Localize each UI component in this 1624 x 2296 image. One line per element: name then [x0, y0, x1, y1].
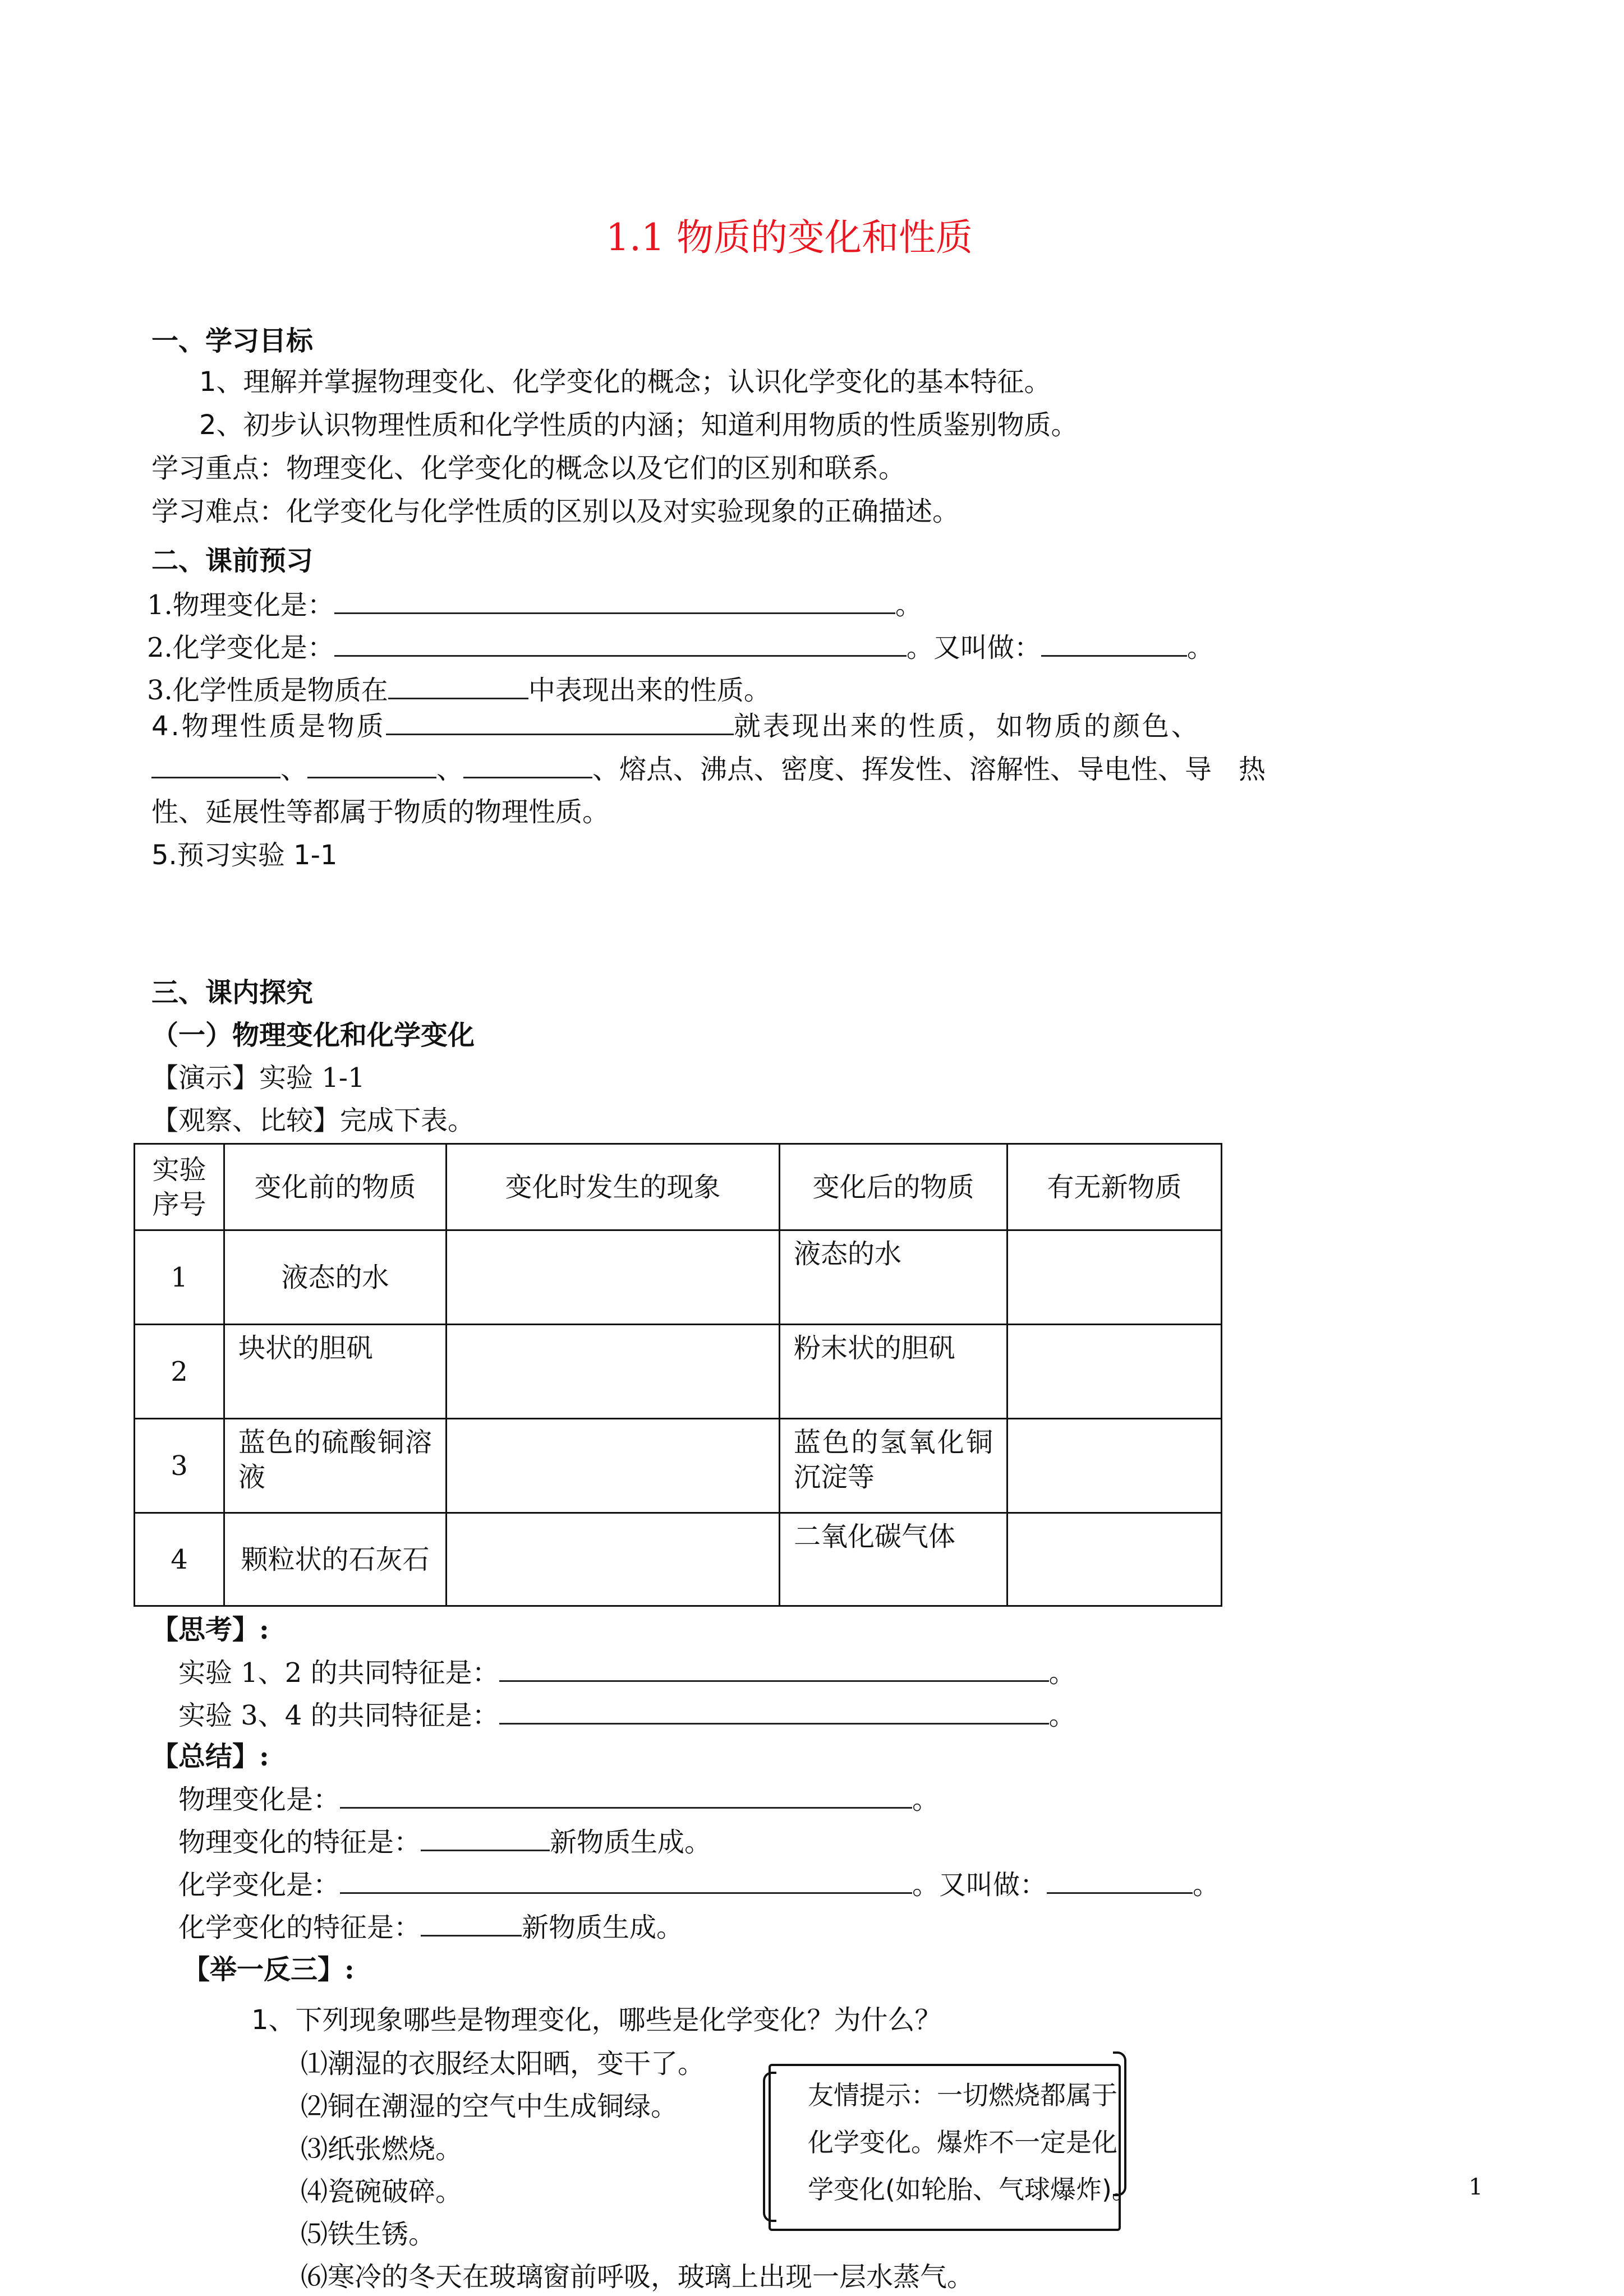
- before-substance: 块状的胆矾: [224, 1325, 447, 1419]
- summary-q4-suffix: 新物质生成。: [522, 1912, 684, 1943]
- period: 。: [1193, 1869, 1220, 1901]
- summary-q3: [178, 1868, 1220, 1902]
- after-substance: 二氧化碳气体: [780, 1513, 1007, 1606]
- tip-line: 学变化(如轮胎、气球爆炸)。: [808, 2174, 1138, 2205]
- new-substance-cell[interactable]: [1007, 1419, 1222, 1513]
- section1-heading: 一、学习目标: [151, 325, 314, 357]
- phenomenon-cell[interactable]: [447, 1419, 780, 1513]
- answer-blank[interactable]: [388, 673, 528, 699]
- exercise-item: ⑸铁生锈。: [301, 2219, 436, 2250]
- preview-q3-text: 3.化学性质是物质在: [147, 675, 388, 706]
- answer-blank[interactable]: [340, 1868, 912, 1894]
- answer-blank[interactable]: [499, 1656, 1049, 1682]
- demo-label: 【演示】实验 1-1: [151, 1062, 365, 1094]
- summary-q2: [178, 1825, 711, 1859]
- period: 。: [895, 589, 922, 621]
- after-substance: 蓝色的氢氧化铜沉淀等: [780, 1419, 1007, 1513]
- exercise-item: ⑴潮湿的衣服经太阳晒，变干了。: [301, 2048, 705, 2080]
- row-number: 4: [135, 1513, 224, 1606]
- exercise-item: ⑹寒冷的冬天在玻璃窗前呼吸，玻璃上出现一层水蒸气。: [301, 2261, 974, 2293]
- think-label: 【思考】:: [151, 1614, 269, 1645]
- answer-blank[interactable]: [421, 1910, 522, 1937]
- answer-blank[interactable]: [1047, 1868, 1193, 1894]
- answer-blank[interactable]: [499, 1698, 1049, 1725]
- header-cell: 实验序号: [135, 1144, 224, 1230]
- preview-q3: [147, 673, 771, 707]
- preview-q3-suffix: 中表现出来的性质。: [528, 675, 771, 706]
- learning-focus: 学习重点：物理变化、化学变化的概念以及它们的区别和联系。: [151, 453, 906, 484]
- table-row: [135, 1230, 1222, 1325]
- separator: 、: [280, 754, 308, 785]
- observation-table: [134, 1143, 1222, 1607]
- summary-q2-suffix: 新物质生成。: [550, 1827, 712, 1858]
- answer-blank[interactable]: [421, 1825, 550, 1851]
- preview-q5: 5.预习实验 1-1: [151, 840, 338, 871]
- header-cell: 变化时发生的现象: [447, 1144, 780, 1230]
- learning-goal-2: 2、初步认识物理性质和化学性质的内涵；知道利用物质的性质鉴别物质。: [199, 409, 1078, 441]
- row-number: 2: [135, 1325, 224, 1419]
- after-substance: 液态的水: [780, 1230, 1007, 1325]
- answer-blank[interactable]: [151, 752, 280, 778]
- row-number: 3: [135, 1419, 224, 1513]
- summary-q3-alias: 。又叫做：: [912, 1869, 1047, 1901]
- period: 。: [1048, 1700, 1076, 1731]
- answer-blank[interactable]: [340, 1782, 912, 1809]
- header-cell: 变化前的物质: [224, 1144, 447, 1230]
- extend-label: 【举一反三】:: [183, 1954, 355, 1985]
- preview-q2-text: 2.化学变化是：: [147, 632, 334, 663]
- summary-q2-text: 物理变化的特征是：: [178, 1827, 421, 1858]
- exercise-item: ⑶纸张燃烧。: [301, 2133, 463, 2165]
- period: 。: [1186, 632, 1214, 663]
- friendly-tip-scroll: [769, 2064, 1138, 2231]
- table-row: [135, 1419, 1222, 1513]
- subsection-heading: （一）物理变化和化学变化: [151, 1020, 475, 1051]
- phenomenon-cell[interactable]: [447, 1325, 780, 1419]
- preview-q1: [147, 588, 922, 622]
- phenomenon-cell[interactable]: [447, 1230, 780, 1325]
- answer-blank[interactable]: [463, 752, 592, 778]
- table-header-row: [135, 1144, 1222, 1230]
- phenomenon-cell[interactable]: [447, 1513, 780, 1606]
- answer-blank[interactable]: [334, 588, 895, 614]
- learning-difficulty: 学习难点：化学变化与化学性质的区别以及对实验现象的正确描述。: [151, 496, 960, 527]
- exercise-question: 1、下列现象哪些是物理变化，哪些是化学变化？为什么？: [251, 2004, 942, 2036]
- before-substance: 液态的水: [224, 1230, 447, 1325]
- observe-label: 【观察、比较】完成下表。: [151, 1105, 475, 1136]
- table-row: [135, 1325, 1222, 1419]
- exercise-item: ⑷瓷碗破碎。: [301, 2176, 463, 2207]
- summary-q1-text: 物理变化是：: [178, 1784, 341, 1815]
- period: 。: [1048, 1657, 1076, 1689]
- table-row: [135, 1513, 1222, 1606]
- think-q1-text: 实验 1、2 的共同特征是：: [178, 1657, 499, 1689]
- preview-q4: [151, 709, 1200, 743]
- before-substance: 蓝色的硫酸铜溶液: [224, 1419, 447, 1513]
- preview-q4-line2-text: 、熔点、沸点、密度、挥发性、溶解性、导电性、导 热: [592, 754, 1266, 785]
- answer-blank[interactable]: [334, 630, 907, 657]
- before-substance: 颗粒状的石灰石: [224, 1513, 447, 1606]
- summary-label: 【总结】:: [151, 1741, 269, 1772]
- new-substance-cell[interactable]: [1007, 1230, 1222, 1325]
- answer-blank[interactable]: [307, 752, 436, 778]
- page-number: 1: [1469, 2174, 1483, 2200]
- section3-heading: 三、课内探究: [151, 977, 314, 1008]
- answer-blank[interactable]: [386, 709, 734, 735]
- preview-q1-text: 1.物理变化是：: [147, 589, 334, 621]
- preview-q4-line2: [151, 752, 1266, 786]
- preview-q4-mid: 就表现出来的性质，如物质的颜色、: [733, 711, 1200, 742]
- page-title: 1.1 物质的变化和性质: [606, 216, 973, 259]
- summary-q3-text: 化学变化是：: [178, 1869, 341, 1901]
- new-substance-cell[interactable]: [1007, 1325, 1222, 1419]
- think-q2-text: 实验 3、4 的共同特征是：: [178, 1700, 499, 1731]
- learning-goal-1: 1、理解并掌握物理变化、化学变化的概念；认识化学变化的基本特征。: [199, 366, 1051, 398]
- section2-heading: 二、课前预习: [151, 545, 314, 577]
- new-substance-cell[interactable]: [1007, 1513, 1222, 1606]
- tip-line: 友情提示：一切燃烧都属于: [808, 2080, 1117, 2110]
- think-q2: [178, 1698, 1076, 1732]
- answer-blank[interactable]: [1041, 630, 1187, 657]
- think-q1: [178, 1656, 1076, 1690]
- summary-q1: [178, 1782, 939, 1816]
- preview-q2-alias: 。又叫做：: [906, 632, 1041, 663]
- summary-q4-text: 化学变化的特征是：: [178, 1912, 421, 1943]
- after-substance: 粉末状的胆矾: [780, 1325, 1007, 1419]
- preview-q2: [147, 630, 1214, 665]
- tip-line: 化学变化。爆炸不一定是化: [808, 2127, 1117, 2157]
- header-cell: 变化后的物质: [780, 1144, 1007, 1230]
- preview-q4-text: 4.物理性质是物质: [151, 711, 386, 742]
- preview-q4-line3: 性、延展性等都属于物质的物理性质。: [151, 796, 610, 828]
- exercise-item: ⑵铜在潮湿的空气中生成铜绿。: [301, 2091, 678, 2122]
- header-cell: 有无新物质: [1007, 1144, 1222, 1230]
- separator: 、: [436, 754, 464, 785]
- row-number: 1: [135, 1230, 224, 1325]
- period: 。: [912, 1784, 940, 1815]
- summary-q4: [178, 1910, 683, 1944]
